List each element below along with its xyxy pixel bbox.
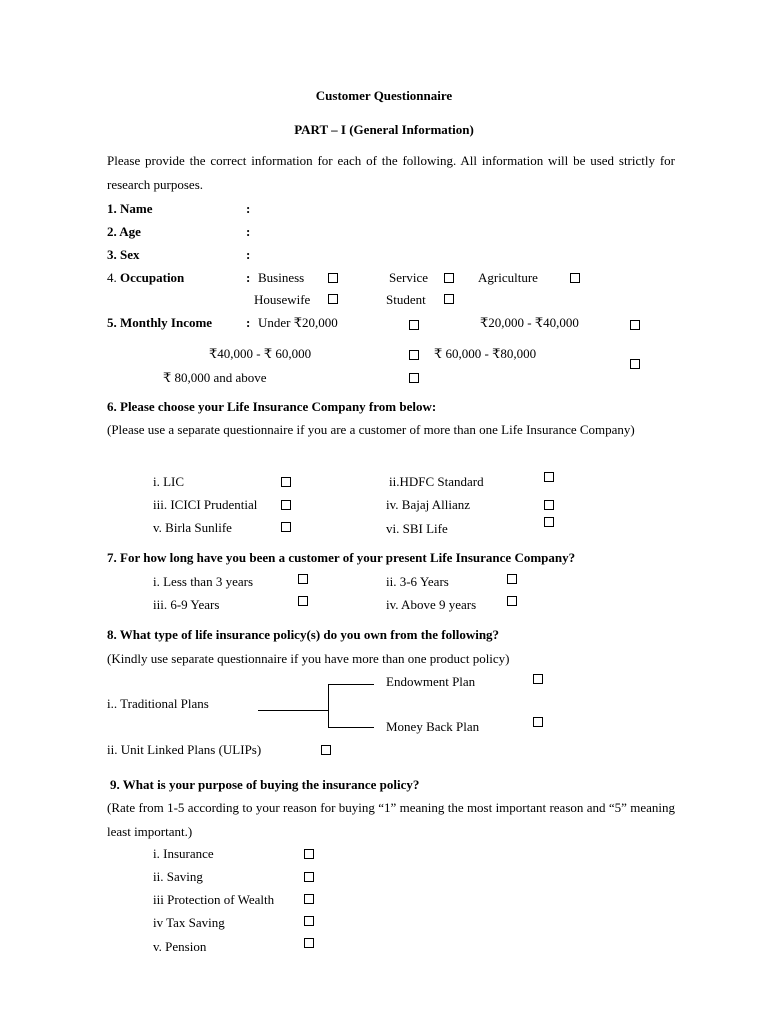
occupation-label-text: Occupation	[120, 270, 185, 285]
q7-less-3-checkbox[interactable]	[298, 574, 308, 584]
q9-saving-checkbox[interactable]	[304, 872, 314, 882]
q8-option-ulip: ii. Unit Linked Plans (ULIPs)	[107, 742, 262, 757]
q6-heading: 6. Please choose your Life Insurance Company from below:	[107, 399, 437, 414]
q8-connector-horizontal	[258, 710, 329, 711]
q6-option-lic: i. LIC	[153, 474, 185, 489]
occupation-colon: :	[246, 270, 251, 285]
q6-birla-checkbox[interactable]	[281, 522, 291, 532]
income-20000-40000-checkbox[interactable]	[630, 320, 640, 330]
q9-option-protection: iii Protection of Wealth	[153, 892, 275, 907]
q8-heading: 8. What type of life insurance policy(s) do you own from the following?	[107, 627, 500, 642]
occupation-option-agriculture: Agriculture	[478, 270, 538, 285]
q9-option-saving: ii. Saving	[153, 869, 203, 884]
income-option-under-20000: Under ₹20,000	[258, 315, 338, 330]
q9-option-insurance: i. Insurance	[153, 846, 214, 861]
income-option-40000-60000: ₹40,000 - ₹ 60,000	[209, 346, 312, 361]
q8-option-traditional: i.. Traditional Plans	[107, 696, 209, 711]
q7-6-9-checkbox[interactable]	[298, 596, 308, 606]
occupation-housewife-checkbox[interactable]	[328, 294, 338, 304]
q7-above-9-checkbox[interactable]	[507, 596, 517, 606]
q9-note: (Rate from 1-5 according to your reason for buying “1” meaning the most important reason and “5” meaning least important.)	[107, 800, 675, 839]
occupation-service-checkbox[interactable]	[444, 273, 454, 283]
q8-connector-bottom-branch	[328, 727, 374, 728]
q6-lic-checkbox[interactable]	[281, 477, 291, 487]
occupation-option-student: Student	[386, 292, 426, 307]
age-colon: :	[246, 224, 251, 239]
age-label: 2. Age	[107, 224, 141, 239]
occupation-business-checkbox[interactable]	[328, 273, 338, 283]
q9-insurance-checkbox[interactable]	[304, 849, 314, 859]
occupation-number: 4.	[107, 270, 120, 285]
q8-note: (Kindly use separate questionnaire if you have more than one product policy)	[107, 651, 510, 666]
q9-protection-checkbox[interactable]	[304, 894, 314, 904]
q8-connector-top-branch	[328, 684, 374, 685]
q8-connector-vertical	[328, 684, 329, 727]
document-title: Customer Questionnaire	[315, 88, 453, 103]
q6-option-birla: v. Birla Sunlife	[153, 520, 232, 535]
part-heading: PART – I (General Information)	[294, 122, 474, 137]
sex-label: 3. Sex	[107, 247, 140, 262]
income-60000-80000-checkbox[interactable]	[630, 359, 640, 369]
q7-heading: 7. For how long have you been a customer of your present Life Insurance Company?	[107, 550, 576, 565]
q6-hdfc-checkbox[interactable]	[544, 472, 554, 482]
income-under-20000-checkbox[interactable]	[409, 320, 419, 330]
q7-option-above-9: iv. Above 9 years	[386, 597, 477, 612]
income-option-20000-40000: ₹20,000 - ₹40,000	[480, 315, 579, 330]
q8-option-money-back: Money Back Plan	[386, 719, 480, 734]
q9-pension-checkbox[interactable]	[304, 938, 314, 948]
occupation-option-housewife: Housewife	[254, 292, 311, 307]
income-option-80000-above: ₹ 80,000 and above	[163, 370, 267, 385]
occupation-label	[107, 270, 184, 286]
occupation-student-checkbox[interactable]	[444, 294, 454, 304]
occupation-option-service: Service	[389, 270, 428, 285]
q9-tax-saving-checkbox[interactable]	[304, 916, 314, 926]
q8-endowment-checkbox[interactable]	[533, 674, 543, 684]
intro-paragraph: Please provide the correct information for each of the following. All information will be used strictly for research purposes.	[107, 153, 675, 192]
income-option-60000-80000: ₹ 60,000 - ₹80,000	[434, 346, 537, 361]
q6-option-hdfc: ii.HDFC Standard	[389, 474, 484, 489]
q7-option-3-6: ii. 3-6 Years	[386, 574, 449, 589]
occupation-agriculture-checkbox[interactable]	[570, 273, 580, 283]
q9-option-tax-saving: iv Tax Saving	[153, 915, 225, 930]
name-label: 1. Name	[107, 201, 153, 216]
q9-option-pension: v. Pension	[153, 939, 207, 954]
income-label: 5. Monthly Income	[107, 315, 213, 330]
q6-note: (Please use a separate questionnaire if you are a customer of more than one Life Insurance Company)	[107, 422, 635, 437]
q6-bajaj-checkbox[interactable]	[544, 500, 554, 510]
income-40000-60000-checkbox[interactable]	[409, 350, 419, 360]
occupation-option-business: Business	[258, 270, 305, 285]
q8-money-back-checkbox[interactable]	[533, 717, 543, 727]
q6-option-icici: iii. ICICI Prudential	[153, 497, 258, 512]
income-colon: :	[246, 315, 251, 330]
sex-colon: :	[246, 247, 251, 262]
q6-option-bajaj: iv. Bajaj Allianz	[386, 497, 470, 512]
q7-option-less-3: i. Less than 3 years	[153, 574, 254, 589]
q8-ulip-checkbox[interactable]	[321, 745, 331, 755]
q6-icici-checkbox[interactable]	[281, 500, 291, 510]
q7-3-6-checkbox[interactable]	[507, 574, 517, 584]
q8-option-endowment: Endowment Plan	[386, 674, 476, 689]
name-colon: :	[246, 201, 251, 216]
income-80000-above-checkbox[interactable]	[409, 373, 419, 383]
q7-option-6-9: iii. 6-9 Years	[153, 597, 220, 612]
q6-option-sbi: vi. SBI Life	[386, 521, 448, 536]
q6-sbi-checkbox[interactable]	[544, 517, 554, 527]
q9-heading: 9. What is your purpose of buying the insurance policy?	[110, 777, 420, 792]
